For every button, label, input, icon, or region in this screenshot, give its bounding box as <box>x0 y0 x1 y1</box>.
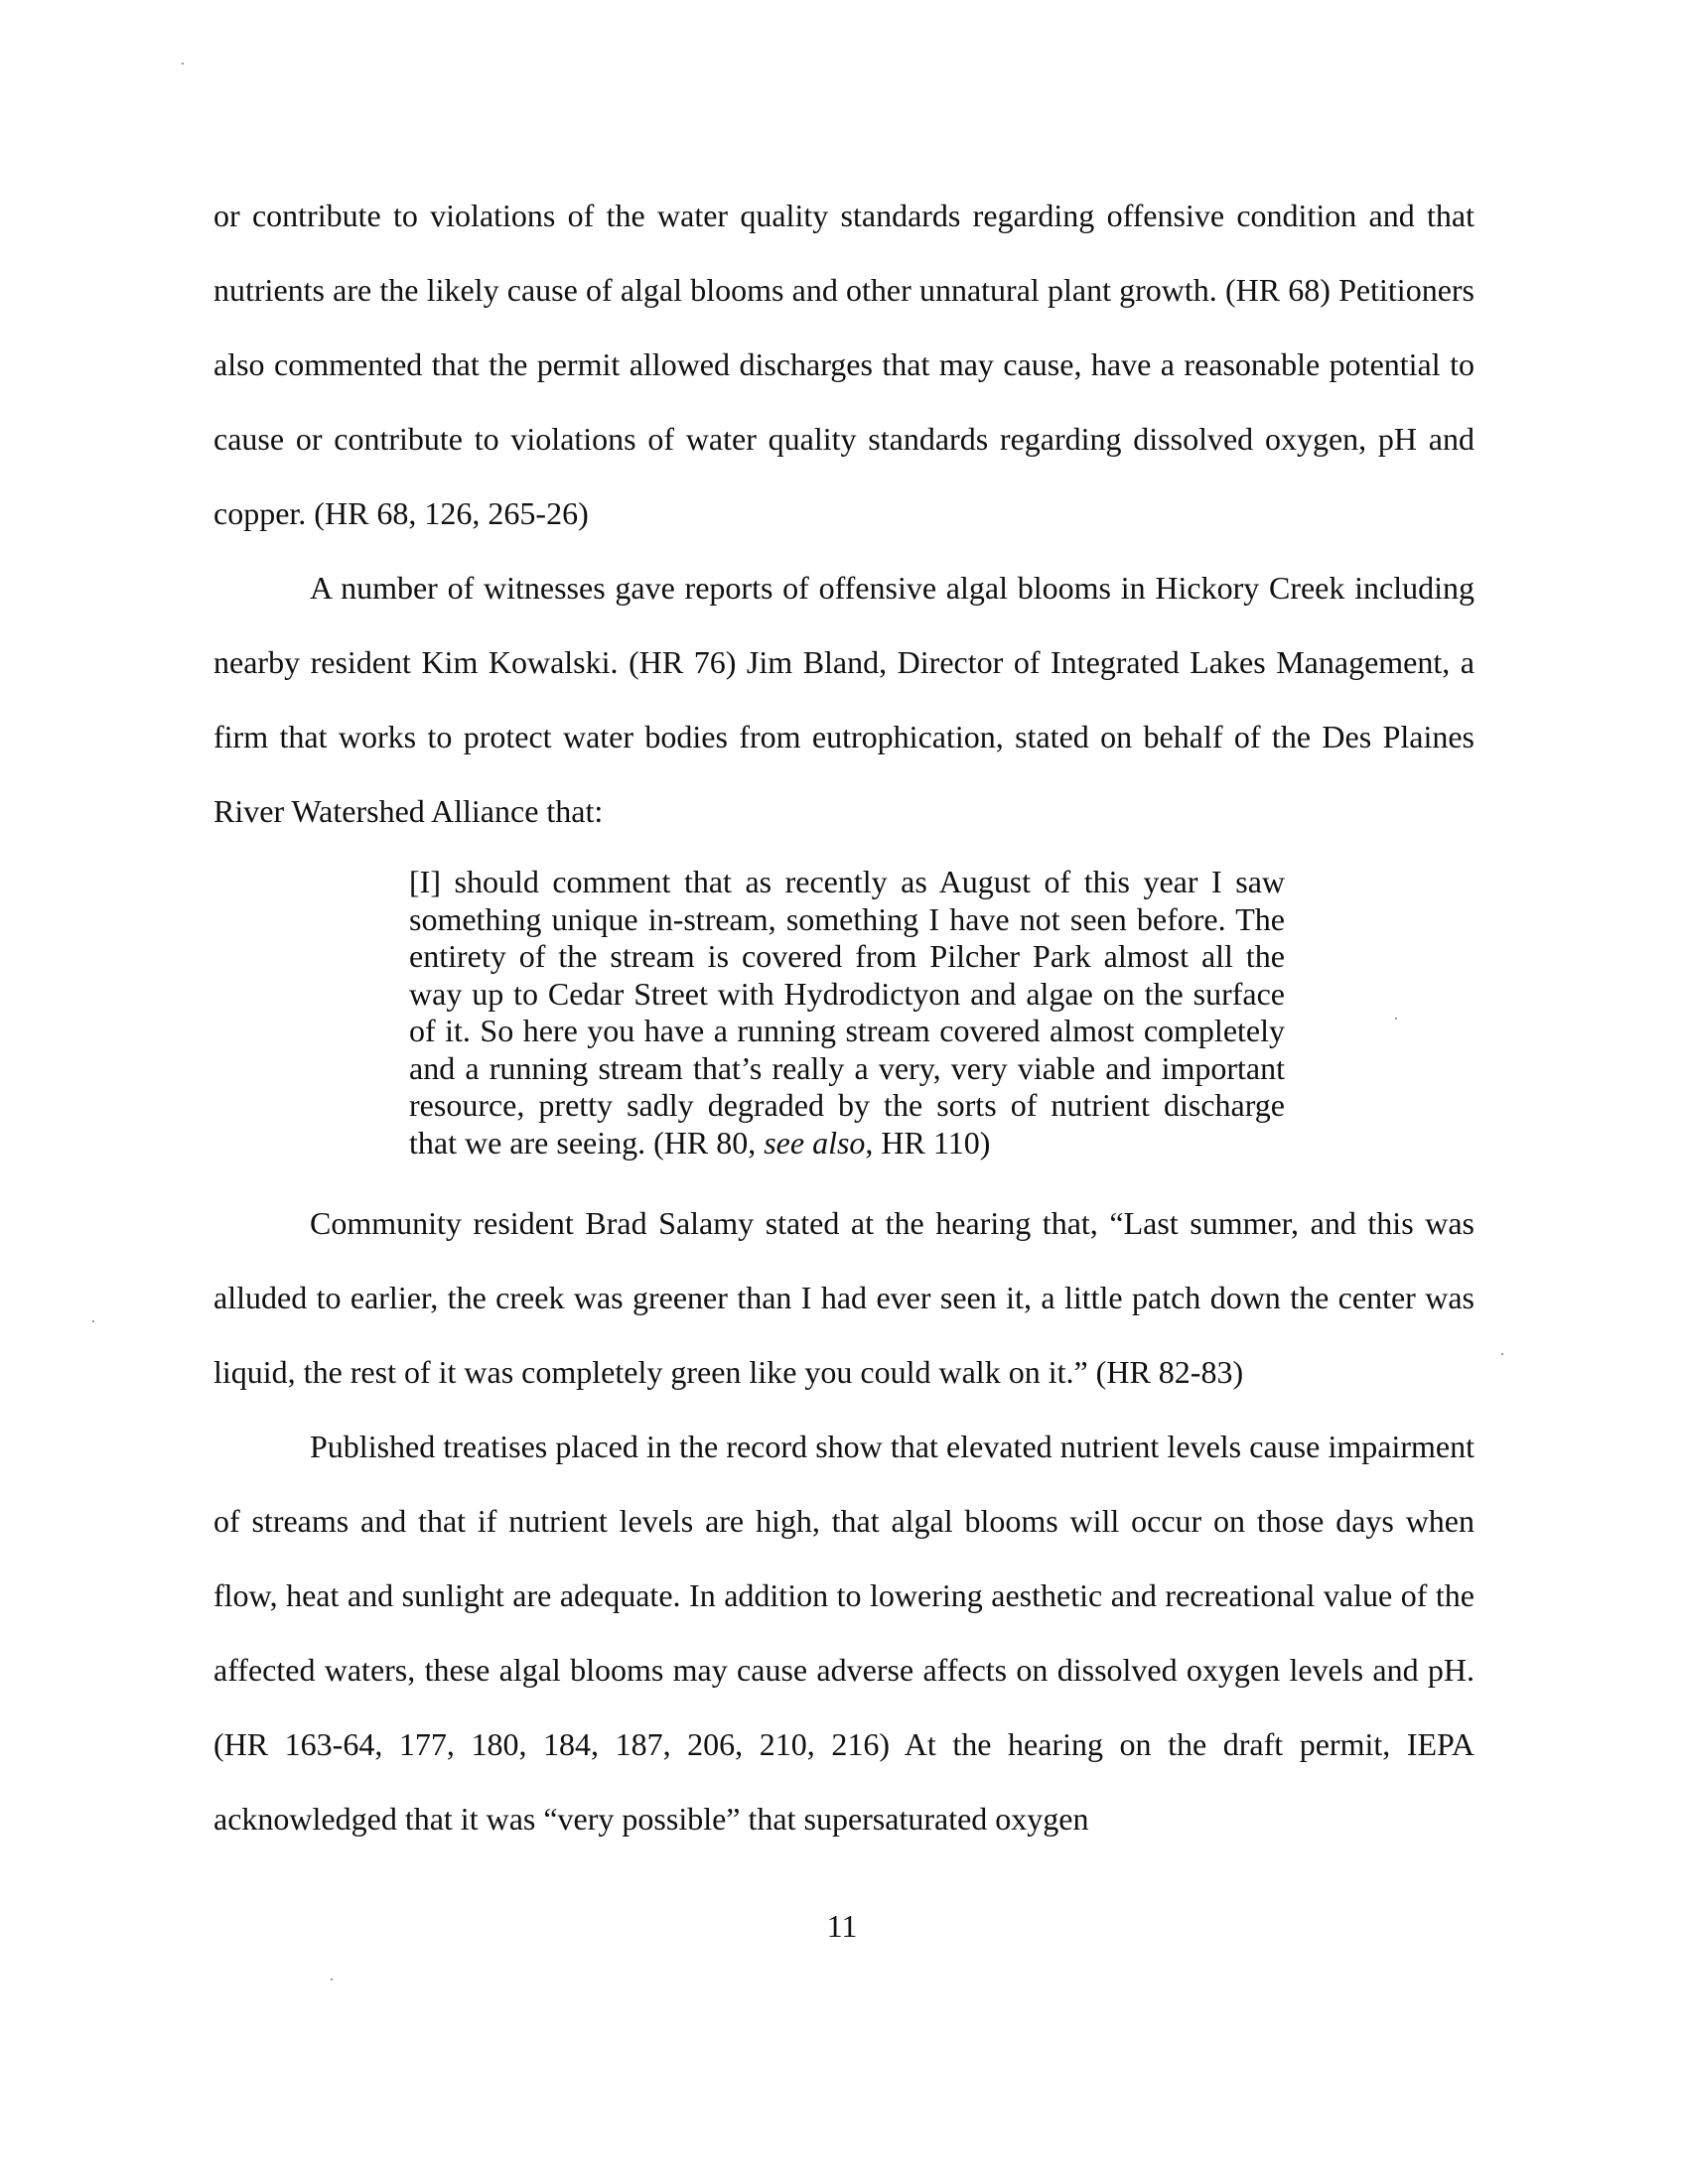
page-number: 11 <box>826 1908 858 1944</box>
scan-speck <box>1501 1353 1503 1355</box>
paragraph-4: Published treatises placed in the record show that elevated nutrient levels cause impairment of streams and that if nutrient levels are high, that algal blooms will occur on those days when flow, heat and sunlight are adequate. In addition to lowering aesthetic and recreational value of the affected waters, these algal blooms may cause adverse affects on dissolved oxygen levels and pH. (HR 163-64, 177, 180, 184, 187, 206, 210, 216) At the hearing on the draft permit, IEPA acknowledged that it was “very possible” that supersaturated oxygen <box>213 1429 1474 1837</box>
block-quote-italic: see also <box>764 1124 866 1160</box>
paragraph-2: A number of witnesses gave reports of offensive algal blooms in Hickory Creek including nearby resident Kim Kowalski. (HR 76) Jim Bland, Director of Integrated Lakes Management, a firm that works to protect water bodies from eutrophication, stated on behalf of the Des Plaines River Watershed Alliance that: <box>213 570 1474 829</box>
scan-speck <box>331 1979 333 1980</box>
block-quote-text: [I] should comment that as recently as August of this year I saw something unique in-stream, something I have not seen before. The entirety of the stream is covered from Pilcher Park almost all the way up to Cedar Street with Hydrodictyon and algae on the surface of it. So here you have a running stream covered almost completely and a running stream that’s really a very, very viable and important resource, pretty sadly degraded by the sorts of nutrient discharge that we are seeing. (HR 80, <box>409 864 1285 1160</box>
scan-speck <box>92 1320 94 1322</box>
block-quote-tail: , HR 110) <box>865 1124 991 1160</box>
block-quote <box>409 864 1285 1161</box>
scan-speck <box>1395 1018 1397 1020</box>
scan-speck <box>182 63 184 65</box>
paragraph-3: Community resident Brad Salamy stated at the hearing that, “Last summer, and this was alluded to earlier, the creek was greener than I had ever seen it, a little patch down the center was liquid, the rest of it was completely green like you could walk on it.” (HR 82-83) <box>213 1205 1474 1390</box>
paragraph-1: or contribute to violations of the water quality standards regarding offensive condition and that nutrients are the likely cause of algal blooms and other unnatural plant growth. (HR 68) Petitioners also commented that the permit allowed discharges that may cause, have a reasonable potential to cause or contribute to violations of water quality standards regarding dissolved oxygen, pH and copper. (HR 68, 126, 265-26) <box>213 198 1474 531</box>
